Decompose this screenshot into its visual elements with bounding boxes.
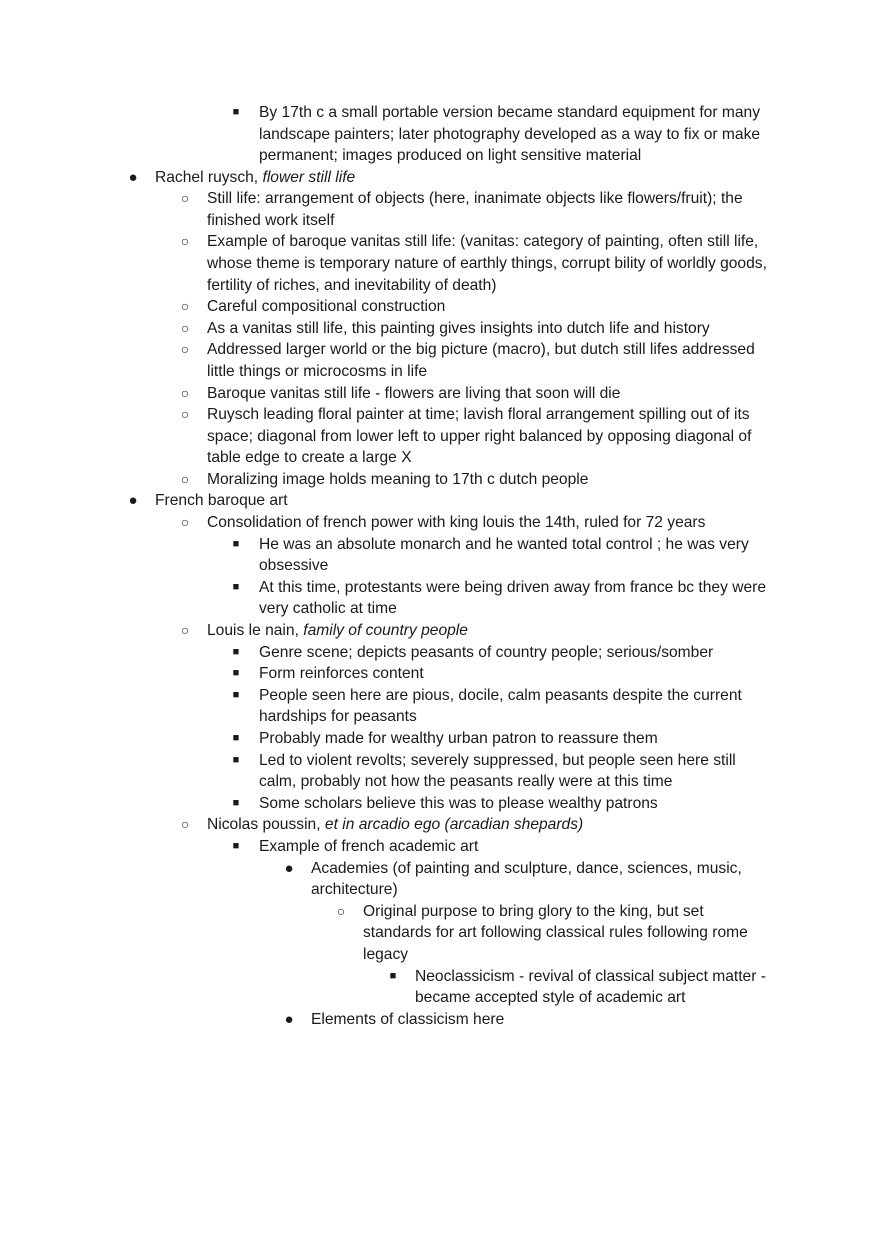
- artist-name: Louis le nain,: [207, 622, 299, 639]
- square-bullet-icon: ■: [232, 581, 240, 593]
- disc-bullet-icon: ●: [128, 492, 138, 509]
- square-bullet-icon: ■: [232, 689, 240, 701]
- square-bullet-icon: ■: [232, 538, 240, 550]
- text-line: Ruysch leading floral painter at time; lavish floral arrangement spilling out of its: [207, 406, 750, 423]
- square-bullet-icon: ■: [232, 646, 240, 658]
- text-line: architecture): [311, 881, 398, 898]
- text-line: Neoclassicism - revival of classical subject matter -: [415, 968, 766, 985]
- text-line: standards for art following classical rules following rome: [363, 924, 748, 941]
- text-line: Still life: arrangement of objects (here, inanimate objects like flowers/fruit); the: [207, 190, 743, 207]
- circle-bullet-icon: ○: [180, 471, 190, 487]
- text-line: Genre scene; depicts peasants of country people; serious/somber: [259, 644, 714, 661]
- artwork-title: family of country people: [303, 622, 468, 639]
- circle-bullet-icon: ○: [180, 233, 190, 249]
- text-line: By 17th c a small portable version became standard equipment for many: [259, 104, 760, 121]
- text-line: Led to violent revolts; severely suppressed, but people seen here still: [259, 752, 736, 769]
- circle-bullet-icon: ○: [180, 385, 190, 401]
- text-line: finished work itself: [207, 212, 335, 229]
- text-line: space; diagonal from lower left to upper right balanced by opposing diagonal of: [207, 428, 752, 445]
- circle-bullet-icon: ○: [180, 320, 190, 336]
- artist-name: Nicolas poussin,: [207, 816, 321, 833]
- text-line: landscape painters; later photography developed as a way to fix or make: [259, 126, 761, 143]
- text-line: Addressed larger world or the big picture (macro), but dutch still lifes addressed: [207, 341, 755, 358]
- heading-item-le-nain: [207, 620, 468, 642]
- text-line: Original purpose to bring glory to the king, but set: [363, 903, 704, 920]
- text-line: At this time, protestants were being driven away from france bc they were: [259, 579, 767, 596]
- text-line: hardships for peasants: [259, 708, 417, 725]
- square-bullet-icon: ■: [232, 106, 240, 118]
- circle-bullet-icon: ○: [180, 406, 190, 422]
- text-line: obsessive: [259, 557, 329, 574]
- heading-item-poussin: [207, 814, 583, 836]
- text-line: Form reinforces content: [259, 665, 424, 682]
- text-line: became accepted style of academic art: [415, 989, 686, 1006]
- heading-item-french-baroque: French baroque art: [155, 492, 288, 509]
- disc-bullet-icon: ●: [284, 1011, 294, 1028]
- text-line: Probably made for wealthy urban patron to reassure them: [259, 730, 658, 747]
- text-line: legacy: [363, 946, 409, 963]
- text-line: Careful compositional construction: [207, 298, 446, 315]
- circle-bullet-icon: ○: [336, 903, 346, 919]
- text-line: little things or microcosms in life: [207, 363, 428, 380]
- text-line: Some scholars believe this was to please wealthy patrons: [259, 795, 658, 812]
- square-bullet-icon: ■: [232, 840, 240, 852]
- text-line: He was an absolute monarch and he wanted total control ; he was very: [259, 536, 749, 553]
- text-line: Baroque vanitas still life - flowers are living that soon will die: [207, 385, 621, 402]
- disc-bullet-icon: ●: [128, 169, 138, 186]
- text-line: As a vanitas still life, this painting gives insights into dutch life and history: [207, 320, 710, 337]
- artist-name: Rachel ruysch,: [155, 169, 259, 186]
- text-line: whose theme is temporary nature of earthly things, corrupt bility of worldly goods,: [207, 255, 767, 272]
- square-bullet-icon: ■: [232, 667, 240, 679]
- text-line: Example of french academic art: [259, 838, 479, 855]
- square-bullet-icon: ■: [232, 732, 240, 744]
- circle-bullet-icon: ○: [180, 298, 190, 314]
- artwork-title: flower still life: [262, 169, 356, 186]
- text-line: table edge to create a large X: [207, 449, 412, 466]
- text-line: Elements of classicism here: [311, 1011, 505, 1028]
- text-line: Example of baroque vanitas still life: (vanitas: category of painting, often still life,: [207, 233, 759, 250]
- circle-bullet-icon: ○: [180, 190, 190, 206]
- text-line: People seen here are pious, docile, calm peasants despite the current: [259, 687, 742, 704]
- text-line: Moralizing image holds meaning to 17th c dutch people: [207, 471, 589, 488]
- square-bullet-icon: ■: [232, 797, 240, 809]
- text-line: Consolidation of french power with king louis the 14th, ruled for 72 years: [207, 514, 706, 531]
- square-bullet-icon: ■: [389, 970, 397, 982]
- text-line: permanent; images produced on light sensitive material: [259, 147, 642, 164]
- heading-item-ruysch: [155, 167, 355, 189]
- circle-bullet-icon: ○: [180, 816, 190, 832]
- text-line: calm, probably not how the peasants really were at this time: [259, 773, 673, 790]
- circle-bullet-icon: ○: [180, 341, 190, 357]
- text-line: Academies (of painting and sculpture, dance, sciences, music,: [311, 860, 742, 877]
- square-bullet-icon: ■: [232, 754, 240, 766]
- text-line: very catholic at time: [259, 600, 397, 617]
- artwork-title: et in arcadio ego (arcadian shepards): [324, 816, 584, 833]
- circle-bullet-icon: ○: [180, 514, 190, 530]
- circle-bullet-icon: ○: [180, 622, 190, 638]
- disc-bullet-icon: ●: [284, 860, 294, 877]
- text-line: fertility of riches, and inevitability of death): [207, 277, 497, 294]
